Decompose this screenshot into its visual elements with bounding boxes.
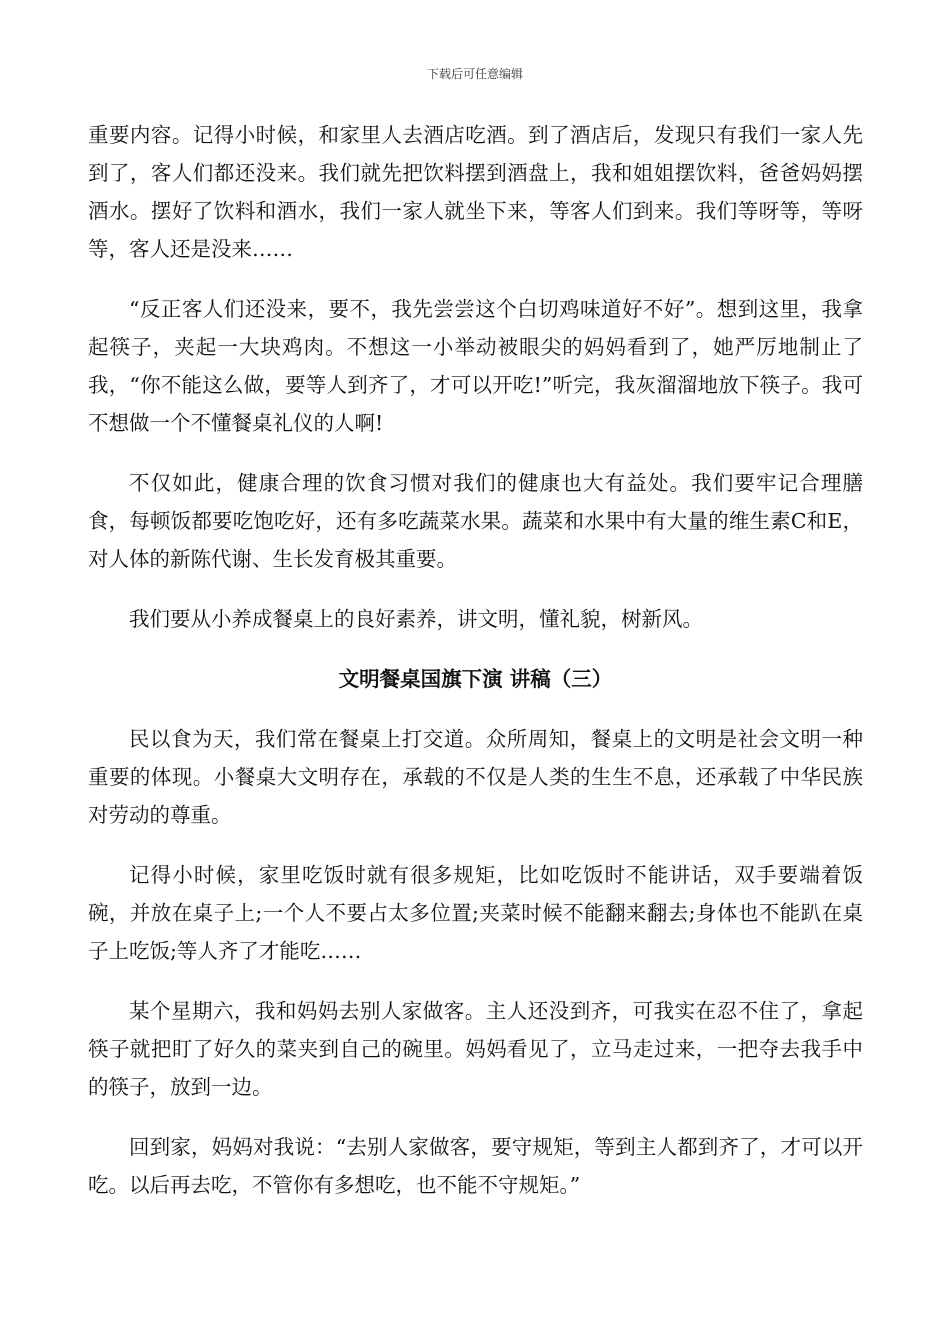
paragraph: 民以食为天，我们常在餐桌上打交道。众所周知，餐桌上的文明是社会文明一种重要的体现。小餐桌大文明存在，承载的不仅是人类的生生不息，还承载了中华民族对劳动的尊重。 [88, 727, 863, 827]
paragraph-continued: 重要内容。记得小时候，和家里人去酒店吃酒。到了酒店后，发现只有我们一家人先到了，客人们都还没来。我们就先把饮料摆到酒盘上，我和姐姐摆饮料，爸爸妈妈摆酒水。摆好了饮料和酒水，我们一家人就坐下来，等客人们到来。我们等呀等，等呀等，客人还是没来…… [88, 123, 863, 261]
paragraph: 不仅如此，健康合理的饮食习惯对我们的健康也大有益处。我们要牢记合理膳食，每顿饭都要吃饱吃好，还有多吃蔬菜水果。蔬菜和水果中有大量的维生素C和E，对人体的新陈代谢、生长发育极其重要。 [88, 471, 863, 571]
page-header: 下载后可任意编辑 [426, 67, 523, 81]
document-body [88, 116, 863, 1226]
paragraph: “反正客人们还没来，要不，我先尝尝这个白切鸡味道好不好”。想到这里，我拿起筷子，夹起一大块鸡肉。不想这一小举动被眼尖的妈妈看到了，她严厉地制止了我，“你不能这么做，要等人到齐了，才可以开吃!”听完，我灰溜溜地放下筷子。我可不想做一个不懂餐桌礼仪的人啊! [88, 297, 863, 435]
section-title: 文明餐桌国旗下演 讲稿（三） [338, 667, 613, 691]
paragraph: 某个星期六，我和妈妈去别人家做客。主人还没到齐，可我实在忍不住了，拿起筷子就把盯了好久的菜夹到自己的碗里。妈妈看见了，立马走过来，一把夺去我手中的筷子，放到一边。 [88, 999, 863, 1099]
paragraph: 我们要从小养成餐桌上的良好素养，讲文明，懂礼貌，树新风。 [129, 607, 703, 631]
paragraph: 记得小时候，家里吃饭时就有很多规矩，比如吃饭时不能讲话，双手要端着饭碗，并放在桌子上;一个人不要占太多位置;夹菜时候不能翻来翻去;身体也不能趴在桌子上吃饭;等人齐了才能吃…… [88, 863, 863, 963]
paragraph: 回到家，妈妈对我说：“去别人家做客，要守规矩，等到主人都到齐了，才可以开吃。以后再去吃，不管你有多想吃，也不能不守规矩。” [88, 1135, 863, 1197]
